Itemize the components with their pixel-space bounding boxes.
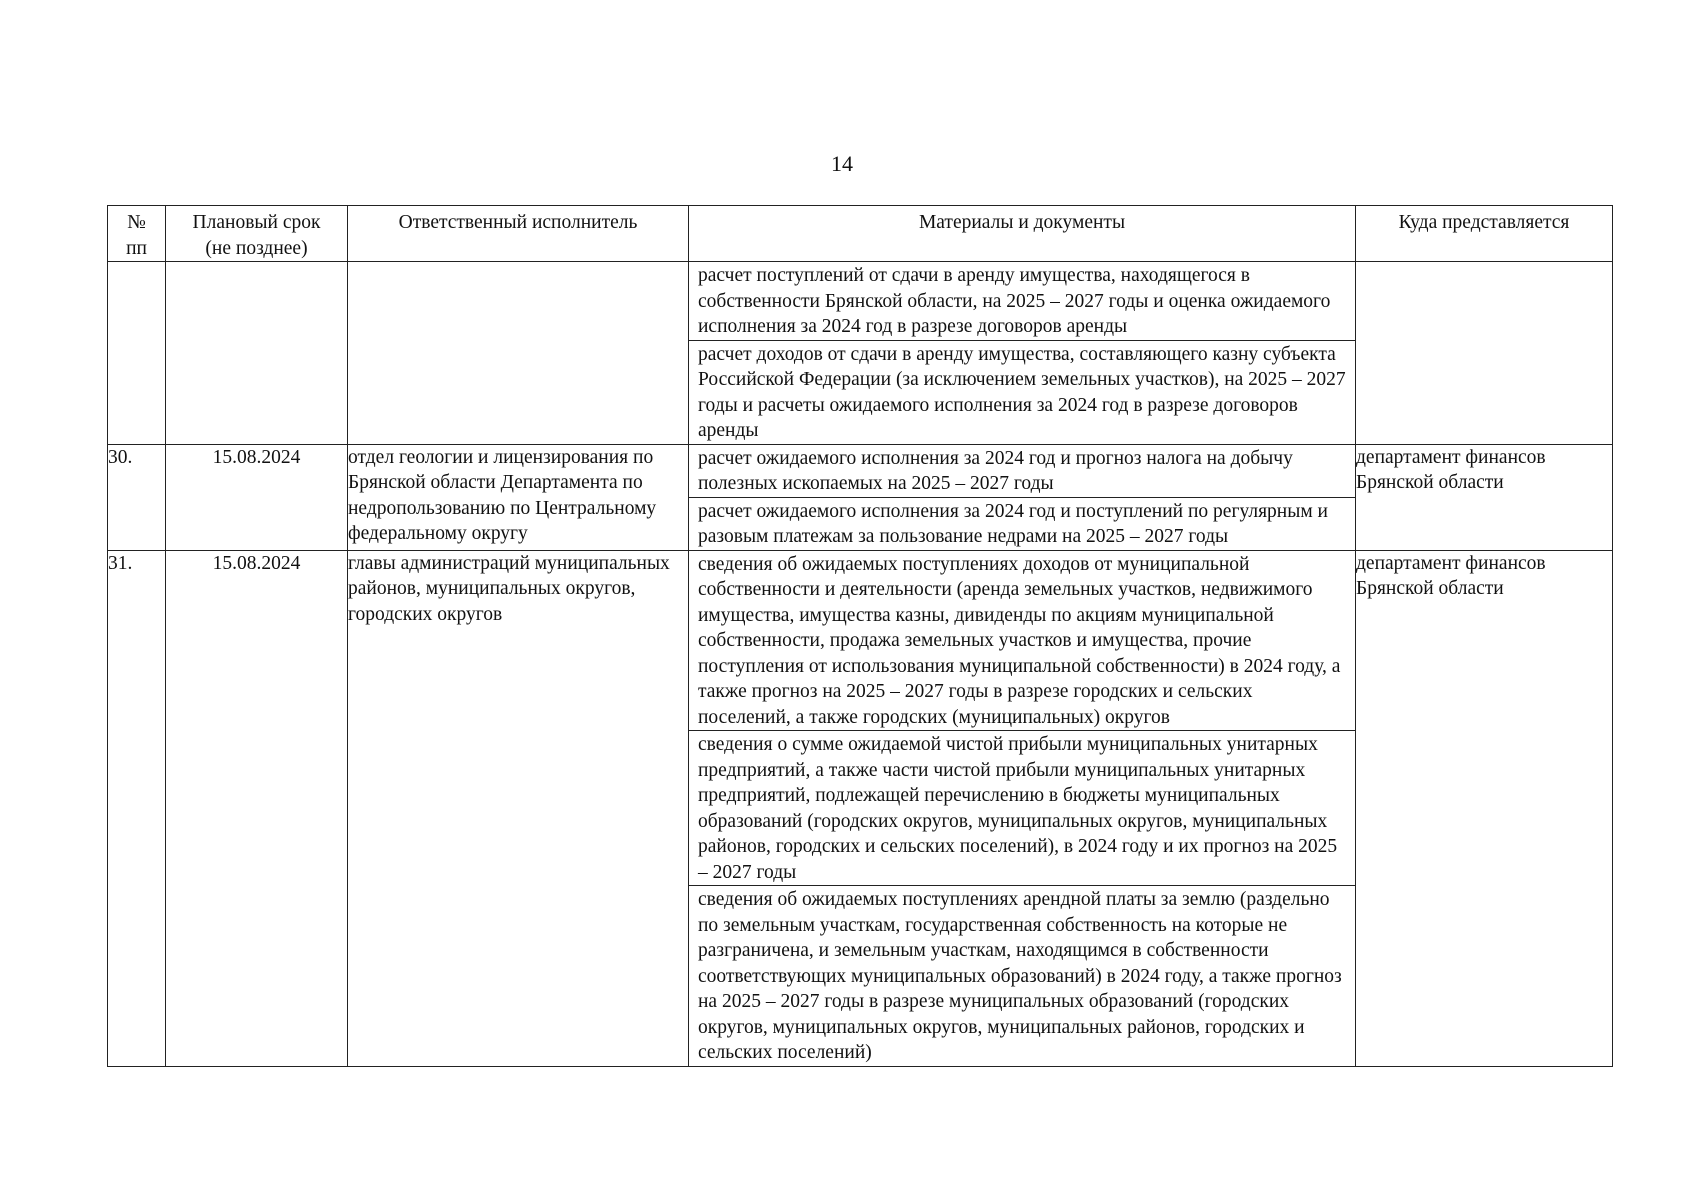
row-executor (348, 262, 689, 445)
header-materials: Материалы и документы (689, 206, 1356, 262)
row-executor: главы администраций муниципальных районов, муниципальных округов, городских округов (348, 550, 689, 1066)
table-row (108, 550, 1613, 1066)
row-materials (689, 262, 1356, 445)
row-materials (689, 444, 1356, 550)
header-num (108, 206, 166, 262)
row-date: 15.08.2024 (166, 550, 348, 1066)
row-destination (1356, 262, 1613, 445)
row-executor: отдел геологии и лицензирования по Брянской области Департамента по недропользованию по Центральному федеральному округу (348, 444, 689, 550)
row-destination: департамент финансов Брянской области (1356, 550, 1613, 1066)
material-item: расчет ожидаемого исполнения за 2024 год и прогноз налога на добычу полезных ископаемых на 2025 – 2027 годы (689, 445, 1355, 498)
header-date-line1: Плановый срок (192, 212, 321, 233)
table-row (108, 444, 1613, 550)
page-number: 14 (831, 151, 853, 176)
header-num-line2: пп (126, 237, 147, 259)
header-executor: Ответственный исполнитель (348, 206, 689, 262)
table-header-row (108, 206, 1613, 262)
row-destination: департамент финансов Брянской области (1356, 444, 1613, 550)
material-item: расчет ожидаемого исполнения за 2024 год и поступлений по регулярным и разовым платежам за пользование недрами на 2025 – 2027 годы (698, 500, 1328, 547)
material-item: сведения об ожидаемых поступлениях доходов от муниципальной собственности и деятельности (аренда земельных участков, недвижимого имущества, имущества казны, дивиденды по акциям муниципальной собственности, продажа земельных участков и имущества, прочие поступления от использования муниципальной собственности) в 2024 году, а также прогноз на 2025 – 2027 годы в разрезе городских и сельских поселений, а также городских (муниципальных) округов (689, 551, 1355, 732)
header-num-line1: № (127, 212, 146, 233)
row-date: 15.08.2024 (166, 444, 348, 550)
material-item: расчет поступлений от сдачи в аренду имущества, находящегося в собственности Брянской области, на 2025 – 2027 годы и оценка ожидаемого исполнения за 2024 год в разрезе договоров аренды (689, 262, 1355, 341)
row-materials (689, 550, 1356, 1066)
table-row (108, 262, 1613, 445)
row-date (166, 262, 348, 445)
header-destination: Куда представляется (1356, 206, 1613, 262)
material-item: расчет доходов от сдачи в аренду имущества, составляющего казну субъекта Российской Федерации (за исключением земельных участков), на 2025 – 2027 годы и расчеты ожидаемого исполнения за 2024 год в разрезе договоров аренды (698, 343, 1346, 441)
header-date-line2: (не позднее) (205, 237, 308, 259)
row-num: 31. (108, 550, 166, 1066)
material-item: сведения об ожидаемых поступлениях арендной платы за землю (раздельно по земельным участкам, государственная собственность на которые не разграничена, и земельным участкам, находящимся в собственности соответствующих муниципальных образований) в 2024 году, а также прогноз на 2025 – 2027 годы в разрезе муниципальных образований (городских округов, муниципальных округов, муниципальных районов, городских и сельских поселений) (698, 889, 1342, 1063)
row-num (108, 262, 166, 445)
row-num: 30. (108, 444, 166, 550)
material-item: сведения о сумме ожидаемой чистой прибыли муниципальных унитарных предприятий, а также части чистой прибыли муниципальных унитарных предприятий, подлежащей перечислению в бюджеты муниципальных образований (городских округов, муниципальных округов, муниципальных районов, городских и сельских поселений), в 2024 году и их прогноз на 2025 – 2027 годы (689, 731, 1355, 886)
header-date (166, 206, 348, 262)
plan-table (107, 205, 1613, 1067)
